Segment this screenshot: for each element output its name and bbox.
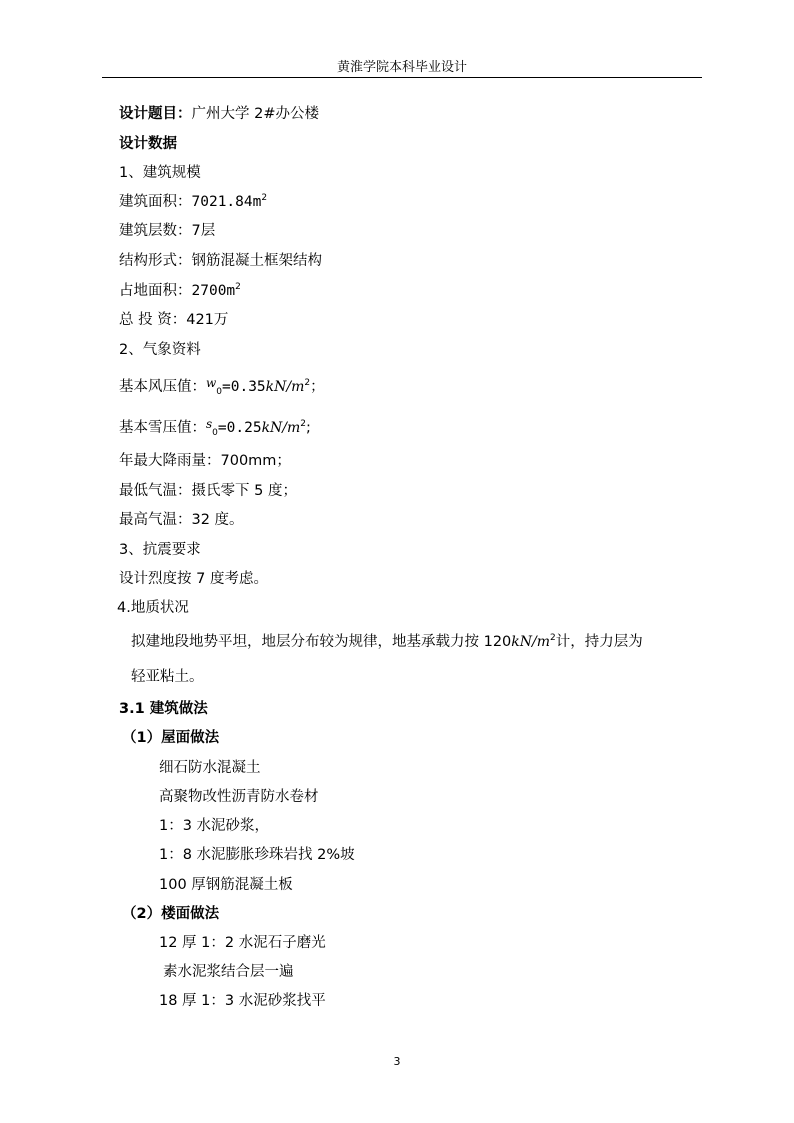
roof-item: 100 厚钢筋混凝土板: [159, 877, 293, 893]
investment-label: 总 投 资：: [119, 312, 187, 328]
building-area-sup: 2: [261, 193, 268, 203]
wind-sub: 0: [216, 387, 223, 397]
wind-end: ；: [310, 379, 325, 395]
geology-line: [131, 632, 643, 652]
building-area-value: 7021.84m: [191, 194, 262, 210]
building-area-line: [119, 192, 267, 212]
investment-value: 421万: [186, 312, 229, 328]
floor-heading: （2）楼面做法: [122, 906, 220, 922]
min-temp-line: 最低气温：摄氏零下 5 度；: [119, 483, 297, 499]
wind-label: 基本风压值：: [119, 379, 206, 395]
wind-value: =0.35: [222, 379, 266, 395]
roof-heading: （1）屋面做法: [122, 730, 220, 746]
wind-symbol: w: [206, 376, 217, 390]
floors-value: 7层: [191, 223, 216, 239]
seismic-line: 设计烈度按 7 度考虑。: [119, 571, 268, 587]
max-temp-line: 最高气温：32 度。: [119, 512, 244, 528]
roof-item: 1：3 水泥砂浆，: [159, 818, 270, 834]
rainfall-line: 年最大降雨量：700mm；: [119, 453, 291, 469]
floor-item: 素水泥浆结合层一遍: [163, 964, 294, 980]
snow-unit: kN/m: [261, 420, 301, 436]
section31-heading: 3.1 建筑做法: [119, 701, 208, 717]
geology-line-2: 轻亚粘土。: [131, 669, 204, 685]
geology-unit: kN/m: [511, 634, 551, 650]
land-area-label: 占地面积：: [119, 283, 192, 299]
header-rule: [102, 77, 702, 78]
section3-heading: 3、抗震要求: [119, 542, 201, 558]
structure-value: 钢筋混凝土框架结构: [191, 253, 322, 269]
structure-line: [119, 251, 322, 271]
building-area-label: 建筑面积：: [119, 194, 192, 210]
topic-line: [119, 104, 319, 124]
roof-item: 1：8 水泥膨胀珍珠岩找 2%坡: [159, 847, 355, 863]
geology-sup: 2: [550, 633, 556, 643]
investment-line: [119, 310, 228, 330]
design-data-heading: 设计数据: [119, 136, 177, 152]
wind-unit: kN/m: [265, 379, 305, 395]
floor-item: 12 厚 1：2 水泥石子磨光: [159, 935, 326, 951]
geology-text-a: 拟建地段地势平坦，地层分布较为规律，地基承载力按 120: [131, 634, 512, 650]
wind-pressure-line: [119, 373, 325, 397]
section1-heading: 1、建筑规模: [119, 165, 201, 181]
floors-label: 建筑层数：: [119, 223, 192, 239]
land-area-line: [119, 281, 241, 301]
land-area-value: 2700m: [191, 283, 236, 299]
section4-heading: 4.地质状况: [117, 600, 189, 616]
page-header: 黄淮学院本科毕业设计: [336, 60, 467, 75]
geology-text-b: 计，持力层为: [555, 634, 643, 650]
roof-item: 细石防水混凝土: [159, 760, 261, 776]
land-area-sup: 2: [235, 282, 241, 292]
structure-label: 结构形式：: [119, 253, 192, 269]
page-number: 3: [393, 1055, 401, 1068]
snow-sub: 0: [212, 428, 218, 438]
topic-label: 设计题目：: [119, 106, 192, 122]
snow-symbol: s: [206, 417, 213, 431]
wind-sup: 2: [304, 378, 311, 388]
snow-value: =0.25: [217, 420, 262, 436]
floor-item: 18 厚 1：3 水泥砂浆找平: [159, 993, 326, 1009]
topic-value: 广州大学 2#办公楼: [191, 106, 319, 122]
snow-pressure-line: [119, 414, 311, 438]
section2-heading: 2、气象资料: [119, 342, 201, 358]
snow-label: 基本雪压值：: [119, 420, 206, 436]
roof-item: 高聚物改性沥青防水卷材: [159, 789, 319, 805]
floors-line: [119, 221, 215, 241]
snow-end: ;: [306, 420, 311, 436]
snow-sup: 2: [300, 419, 307, 429]
